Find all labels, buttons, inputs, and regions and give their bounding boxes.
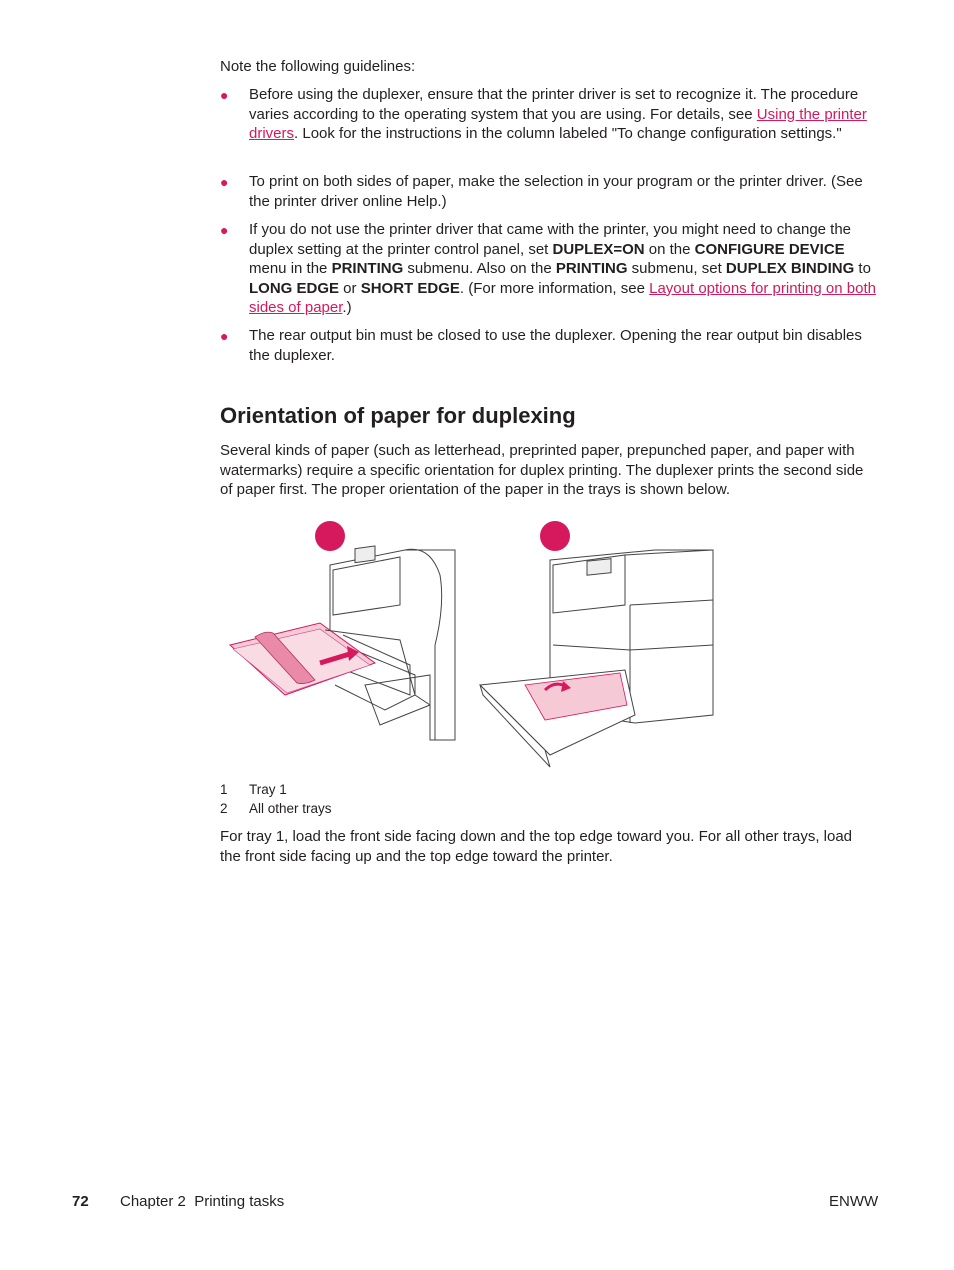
link-layout-options[interactable]: Layout options for printing on both sides of paper [249, 279, 876, 316]
other-trays-illustration [475, 545, 715, 770]
bullet-icon: ● [220, 222, 229, 238]
footer-chapter: Chapter 2 Printing tasks [120, 1193, 285, 1210]
footer-right-label: ENWW [829, 1193, 879, 1210]
intro-text: Note the following guidelines: [220, 58, 416, 75]
bullet-icon: ● [220, 174, 229, 190]
page-number: 72 [72, 1193, 89, 1210]
closing-paragraph: For tray 1, load the front side facing down and the top edge toward you. For all other trays, load the front side facing up and the top edge toward the printer. [220, 828, 853, 865]
section-paragraph: Several kinds of paper (such as letterhead, preprinted paper, prepunched paper, and paper with watermarks) require a specific orientation for duplex printing. The duplexer prints the second side of paper first. The proper orientation of the paper in the trays is shown below. [220, 442, 864, 498]
caption-text: All other trays [249, 801, 332, 816]
bullet-item-rear-bin: The rear output bin must be closed to use the duplexer. Opening the rear output bin disables the duplexer. [249, 327, 862, 364]
section-heading: Orientation of paper for duplexing [220, 403, 576, 428]
bullet-item-both-sides: To print on both sides of paper, make the selection in your program or the printer driver. (See the printer driver online Help.) [249, 173, 863, 210]
caption-text: Tray 1 [249, 782, 287, 797]
caption-number: 2 [220, 801, 228, 816]
control-panel-display [587, 559, 611, 576]
tray1-illustration [225, 545, 460, 745]
tray-drawer [480, 670, 635, 767]
control-panel-display [355, 546, 375, 563]
bullet-icon: ● [220, 87, 229, 103]
bullet-item-control-panel: If you do not use the printer driver that came with the printer, you might need to change the duplex setting at the printer control panel, set DUPLEX=ON on the CONFIGURE DEVICE menu in the PRINTING submenu. Also on the PRINTING submenu, set DUPLEX BINDING to LONG EDGE or SHORT EDGE. (For more information, see Layout options for printing on both sides of paper.) [249, 221, 876, 316]
bullet-icon: ● [220, 328, 229, 344]
link-using-printer-drivers[interactable]: Using the printer drivers [249, 105, 867, 142]
bullet-item-driver: Before using the duplexer, ensure that the printer driver is set to recognize it. The procedure varies according to the operating system that you are using. For details, see Using the printer drivers. Look for the instructions in the column labeled "To change configuration settings." [249, 86, 867, 142]
caption-number: 1 [220, 782, 228, 797]
